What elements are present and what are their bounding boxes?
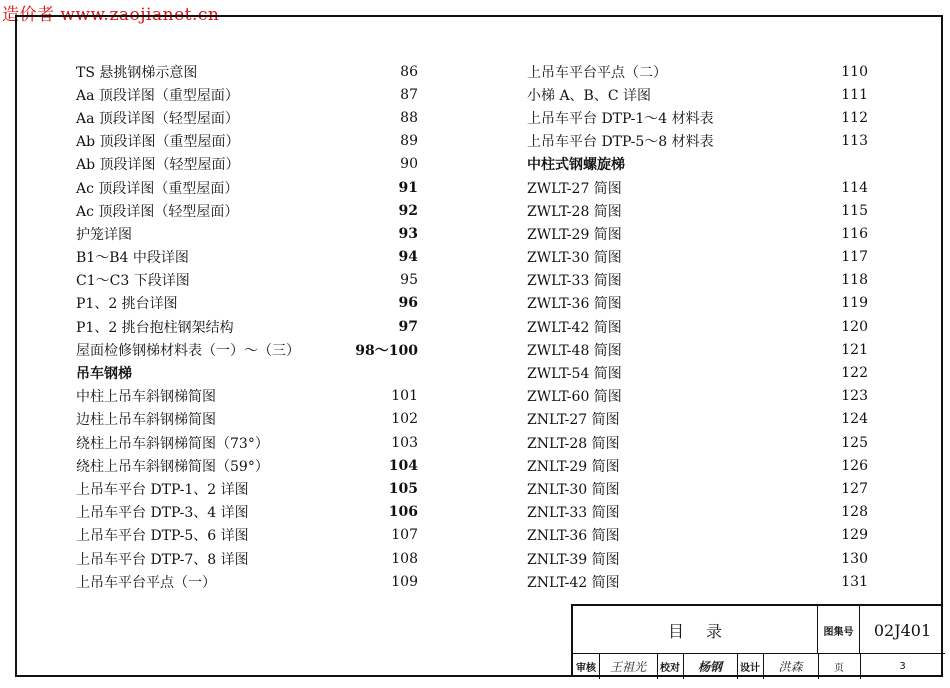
entry-page-number: 94 <box>398 249 418 266</box>
entry-title: Ac 顶段详图（轻型屋面） <box>76 203 239 220</box>
entry-page-number: 131 <box>841 573 868 590</box>
toc-entry <box>76 292 418 315</box>
entry-title: P1、2 挑台抱柱钢架结构 <box>76 319 234 336</box>
entry-title: ZNLT-42 简图 <box>527 574 620 591</box>
dot-leader <box>626 366 837 380</box>
entry-title: ZNLT-36 简图 <box>527 528 620 545</box>
entry-page-number: 118 <box>841 272 868 289</box>
entry-title: 上吊车平台 DTP-1、2 详图 <box>76 481 249 498</box>
entry-page-number: 130 <box>841 550 868 567</box>
dot-leader <box>253 528 388 542</box>
entry-page-number: 125 <box>841 434 868 451</box>
entry-title: C1～C3 下段详图 <box>76 273 190 290</box>
entry-title: ZWLT-27 简图 <box>527 180 622 197</box>
toc-entry <box>527 222 868 245</box>
entry-title: ZNLT-39 简图 <box>527 551 620 568</box>
entry-title: ZWLT-33 简图 <box>527 273 622 290</box>
entry-page-number: 95 <box>400 272 418 289</box>
entry-title: 绕柱上吊车斜钢梯简图（73°） <box>76 435 269 452</box>
dot-leader <box>655 88 837 102</box>
toc-entry <box>76 269 418 292</box>
dot-leader <box>273 459 385 473</box>
entry-title: Aa 顶段详图（轻型屋面） <box>76 110 239 127</box>
dot-leader <box>624 528 838 542</box>
toc-entry <box>76 315 418 338</box>
dot-leader <box>242 181 394 195</box>
entry-title: 上吊车平台 DTP-7、8 详图 <box>76 551 249 568</box>
toc-entry <box>76 60 418 83</box>
entry-title: ZWLT-29 简图 <box>527 226 622 243</box>
entry-page-number: 109 <box>391 573 418 590</box>
entry-page-number: 103 <box>391 434 418 451</box>
entry-page-number: 124 <box>841 411 868 428</box>
entry-title: ZNLT-30 简图 <box>527 481 620 498</box>
check-label: 校对 <box>660 663 680 674</box>
toc-entry <box>76 153 418 176</box>
dot-leader <box>273 436 387 450</box>
entry-page-number: 105 <box>388 480 418 497</box>
dot-leader <box>626 227 837 241</box>
entry-page-number: 111 <box>841 86 868 103</box>
dot-leader <box>193 250 395 264</box>
dot-leader <box>624 436 838 450</box>
entry-title: 小梯 A、B、C 详图 <box>527 87 652 104</box>
entry-title: 上吊车平台 DTP-5、6 详图 <box>76 528 249 545</box>
entry-title: 绕柱上吊车斜钢梯简图（59°） <box>76 458 269 475</box>
dot-leader <box>220 389 387 403</box>
review-signature: 王祖光 <box>609 660 646 674</box>
toc-entry <box>527 501 868 524</box>
entry-title: ZNLT-28 简图 <box>527 435 620 452</box>
entry-page-number: 97 <box>398 318 418 335</box>
page-label: 页 <box>834 663 844 674</box>
dot-leader <box>624 575 838 589</box>
entry-title: 上吊车平台 DTP-5～8 材料表 <box>527 134 714 151</box>
toc-entry <box>76 176 418 199</box>
dot-leader <box>624 482 838 496</box>
entry-page-number: 107 <box>391 527 418 544</box>
entry-title: Aa 顶段详图（重型屋面） <box>76 87 239 104</box>
toc-right-column <box>527 60 868 593</box>
dot-leader <box>253 552 388 566</box>
entry-page-number: 120 <box>841 318 868 335</box>
entry-page-number: 104 <box>388 457 418 474</box>
atlas-number-label: 图集号 <box>818 606 860 654</box>
dot-leader <box>253 482 385 496</box>
toc-entry <box>76 408 418 431</box>
page-number: 3 <box>899 661 906 672</box>
entry-page-number: 122 <box>841 365 868 382</box>
entry-page-number: 89 <box>400 133 418 150</box>
dot-leader <box>626 204 837 218</box>
dot-leader <box>253 505 385 519</box>
entry-page-number: 117 <box>841 249 868 266</box>
entry-title: ZNLT-29 简图 <box>527 458 620 475</box>
toc-entry <box>76 547 418 570</box>
entry-title: 上吊车平台 DTP-1～4 材料表 <box>527 110 714 127</box>
toc-entry <box>76 454 418 477</box>
entry-page-number: 101 <box>391 388 418 405</box>
toc-entry <box>527 385 868 408</box>
toc-entry <box>527 547 868 570</box>
entry-title: ZWLT-60 简图 <box>527 389 622 406</box>
dot-leader <box>136 227 395 241</box>
toc-entry <box>527 106 868 129</box>
toc-entry <box>527 60 868 83</box>
dot-leader <box>626 181 837 195</box>
entry-title: ZWLT-48 简图 <box>527 342 622 359</box>
entry-page-number: 98～100 <box>355 342 418 359</box>
toc-entry <box>76 199 418 222</box>
dot-leader <box>626 296 837 310</box>
design-label: 设计 <box>740 663 760 674</box>
section-title: 吊车钢梯 <box>76 366 132 383</box>
dot-leader <box>624 552 838 566</box>
title-block-title: 目录 <box>573 606 818 654</box>
toc-entry <box>527 570 868 593</box>
entry-page-number: 113 <box>841 133 868 150</box>
entry-page-number: 126 <box>841 457 868 474</box>
entry-page-number: 116 <box>841 225 868 242</box>
entry-page-number: 110 <box>841 63 868 80</box>
toc-entry <box>527 338 868 361</box>
toc-entry <box>527 431 868 454</box>
entry-title: Ab 顶段详图（轻型屋面） <box>76 157 240 174</box>
watermark: 造价者 www.zaojianet.cn <box>2 5 220 25</box>
toc-entry <box>527 199 868 222</box>
dot-leader <box>624 505 838 519</box>
title-block <box>571 604 943 677</box>
entry-page-number: 127 <box>841 480 868 497</box>
entry-title: 护笼详图 <box>76 226 132 243</box>
toc-entry <box>76 477 418 500</box>
entry-title: ZWLT-30 简图 <box>527 250 622 267</box>
toc-entry <box>527 246 868 269</box>
toc-entry <box>76 338 418 361</box>
design-signature: 洪森 <box>778 660 803 674</box>
review-label: 审核 <box>576 663 596 674</box>
dot-leader <box>671 65 837 79</box>
toc-entry <box>76 106 418 129</box>
entry-title: ZWLT-42 简图 <box>527 319 622 336</box>
entry-title: 中柱上吊车斜钢梯简图 <box>76 389 216 406</box>
dot-leader <box>626 389 837 403</box>
toc-entry <box>76 570 418 593</box>
toc-entry <box>76 385 418 408</box>
entry-page-number: 129 <box>841 527 868 544</box>
toc-section-heading <box>527 153 868 176</box>
entry-page-number: 102 <box>391 411 418 428</box>
dot-leader <box>238 320 395 334</box>
toc-entry <box>527 292 868 315</box>
dot-leader <box>626 320 837 334</box>
dot-leader <box>243 111 396 125</box>
entry-page-number: 87 <box>400 86 418 103</box>
dot-leader <box>626 250 837 264</box>
entry-title: 屋面检修钢梯材料表（一）～（三） <box>76 342 300 359</box>
dot-leader <box>718 111 838 125</box>
entry-title: ZWLT-28 简图 <box>527 203 622 220</box>
entry-title: ZNLT-27 简图 <box>527 412 620 429</box>
toc-entry <box>527 130 868 153</box>
entry-page-number: 106 <box>388 504 418 521</box>
entry-page-number: 86 <box>400 63 418 80</box>
dot-leader <box>624 412 838 426</box>
entry-title: TS 悬挑钢梯示意图 <box>76 64 198 81</box>
dot-leader <box>718 134 838 148</box>
dot-leader <box>626 273 837 287</box>
toc-section-heading <box>76 361 418 384</box>
entry-page-number: 128 <box>841 504 868 521</box>
toc-entry <box>527 408 868 431</box>
toc-entry <box>527 83 868 106</box>
toc-entry <box>527 269 868 292</box>
entry-title: Ac 顶段详图（重型屋面） <box>76 180 239 197</box>
dot-leader <box>182 296 395 310</box>
dot-leader <box>304 343 351 357</box>
entry-title: B1～B4 中段详图 <box>76 250 189 267</box>
dot-leader <box>194 273 396 287</box>
dot-leader <box>626 343 837 357</box>
entry-title: 上吊车平台平点（二） <box>527 64 667 81</box>
entry-title: 边柱上吊车斜钢梯简图 <box>76 412 216 429</box>
entry-page-number: 93 <box>398 225 418 242</box>
toc-entry <box>76 524 418 547</box>
toc-entry <box>76 222 418 245</box>
entry-title: 上吊车平台 DTP-3、4 详图 <box>76 505 249 522</box>
check-signature: 杨钢 <box>697 660 722 674</box>
toc-entry <box>527 361 868 384</box>
dot-leader <box>220 575 387 589</box>
entry-title: ZWLT-36 简图 <box>527 296 622 313</box>
entry-page-number: 115 <box>841 202 868 219</box>
atlas-number: 02J401 <box>873 620 932 640</box>
dot-leader <box>244 157 397 171</box>
toc-left-column <box>76 60 418 593</box>
dot-leader <box>244 134 397 148</box>
toc-entry <box>76 431 418 454</box>
entry-title: Ab 顶段详图（重型屋面） <box>76 134 240 151</box>
entry-title: ZWLT-54 简图 <box>527 366 622 383</box>
dot-leader <box>201 65 396 79</box>
entry-title: P1、2 挑台详图 <box>76 296 178 313</box>
dot-leader <box>243 88 396 102</box>
entry-page-number: 91 <box>398 179 418 196</box>
entry-page-number: 112 <box>841 109 868 126</box>
toc-entry <box>527 524 868 547</box>
toc-entry <box>527 454 868 477</box>
toc-entry <box>527 477 868 500</box>
entry-page-number: 119 <box>841 295 868 312</box>
entry-title: 上吊车平台平点（一） <box>76 574 216 591</box>
entry-page-number: 108 <box>391 550 418 567</box>
entry-page-number: 90 <box>400 156 418 173</box>
entry-page-number: 114 <box>841 179 868 196</box>
entry-page-number: 88 <box>400 109 418 126</box>
toc-entry <box>527 315 868 338</box>
entry-page-number: 92 <box>398 202 418 219</box>
dot-leader <box>242 204 394 218</box>
entry-page-number: 123 <box>841 388 868 405</box>
entry-page-number: 121 <box>841 341 868 358</box>
dot-leader <box>624 459 838 473</box>
entry-title: ZNLT-33 简图 <box>527 505 620 522</box>
section-title: 中柱式钢螺旋梯 <box>527 157 625 174</box>
toc-entry <box>76 130 418 153</box>
toc-entry <box>76 246 418 269</box>
toc-entry <box>76 501 418 524</box>
toc-entry <box>76 83 418 106</box>
dot-leader <box>220 412 387 426</box>
toc-entry <box>527 176 868 199</box>
entry-page-number: 96 <box>398 295 418 312</box>
